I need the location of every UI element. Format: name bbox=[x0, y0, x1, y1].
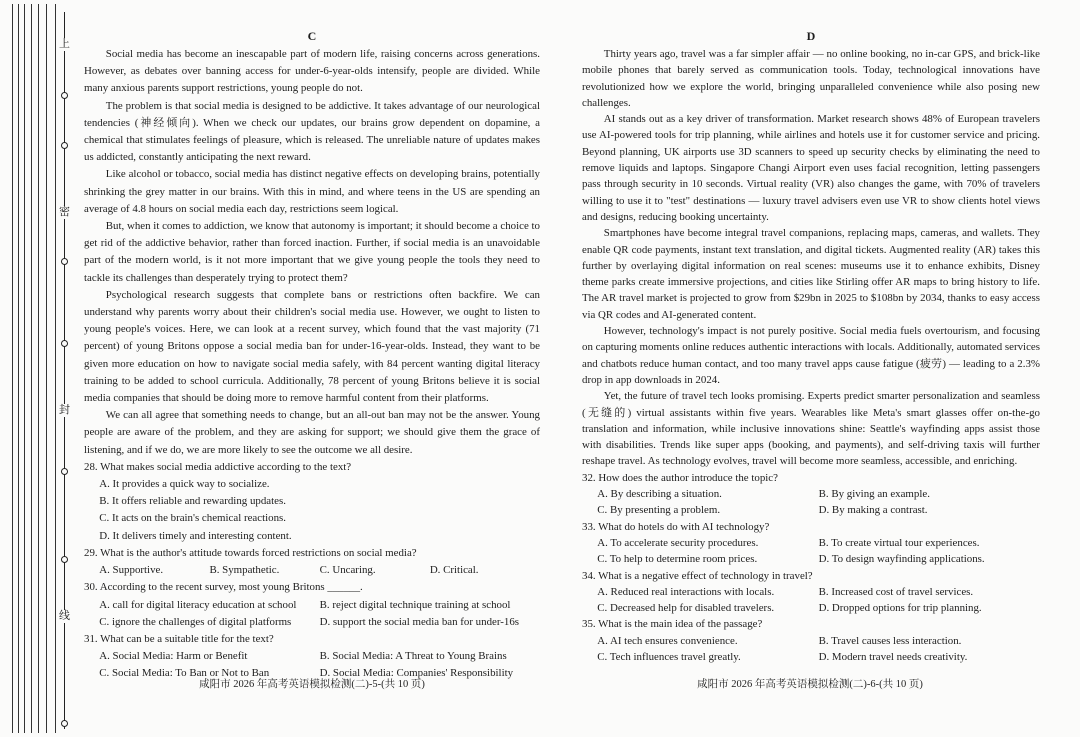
answer-option[interactable]: C. Decreased help for disabled travelers. bbox=[597, 602, 775, 615]
answer-option[interactable]: B. reject digital technique training at school bbox=[319, 598, 511, 611]
margin-line bbox=[31, 4, 32, 733]
paragraph: Yet, the future of travel tech looks promising. Experts predict smarter personalization and seamless (无缝的) virtual assistants within five years. Wearables like Meta's smart glasses offer on-the-go translation and information, while inclusive innovations shine: Seattle's wayfinding apps assist those with disabilities. Trends like super apps (booking, and payments), and self-driving taxis will further reshape travel. As technology evolves, travel will become more seamless, accessible, and enriching. bbox=[582, 390, 1040, 468]
paragraph: Like alcohol or tobacco, social media has distinct negative effects on developing brains, potentially shrinking the grey matter in our brains. With this in mind, and where teens in the US are spending an average of 4.8 hours on social media each day, restrictions seem logical. bbox=[84, 168, 540, 215]
passage-c-column bbox=[84, 28, 540, 683]
answer-option[interactable]: B. Social Media: A Threat to Young Brains bbox=[319, 650, 507, 663]
margin-mark-seal: 密 bbox=[59, 206, 70, 218]
answer-options bbox=[582, 584, 1040, 617]
binding-hole-icon bbox=[61, 468, 68, 475]
answer-option[interactable]: B. Increased cost of travel services. bbox=[818, 585, 974, 598]
section-title-c: C bbox=[307, 29, 317, 43]
binding-hole-icon bbox=[61, 258, 68, 265]
answer-option[interactable]: D. support the social media ban for under-16s bbox=[319, 615, 520, 628]
answer-option[interactable]: B. It offers reliable and rewarding updates. bbox=[99, 495, 286, 508]
answer-option[interactable]: C. Uncaring. bbox=[319, 564, 376, 577]
answer-option[interactable]: B. Travel causes less interaction. bbox=[818, 634, 962, 647]
paragraph: AI stands out as a key driver of transformation. Market research shows 48% of European travelers use AI-powered tools for trip planning, while airlines and hotels use it for customer service and pricing. Beyond planning, UK airports use 3D scanners to speed up security checks by eliminating the need to remove liquids and laptops. Singapore Changi Airport even uses facial recognition, letting passengers pass through security in 10 seconds. Virtual reality (VR) also changes the game, with 70% of travelers willing to use it to "test" destinations — luxury travel advisers even use VR to show clients hotel views and designs, reducing booking uncertainty. bbox=[582, 113, 1040, 223]
margin-line bbox=[55, 4, 56, 733]
margin-line bbox=[18, 4, 19, 733]
paragraph: However, technology's impact is not purely positive. Social media fuels overtourism, and focusing on capturing moments online reduces authentic interactions with locals. Additionally, automated services and chatbots reduce human contact, and too many travel apps cause fatigue (疲劳) — leading to a 2.3% drop in app downloads in 2024. bbox=[582, 325, 1040, 386]
questions-d bbox=[582, 470, 1040, 666]
margin-line bbox=[46, 4, 47, 733]
margin-line bbox=[24, 4, 25, 733]
answer-option[interactable]: A. AI tech ensures convenience. bbox=[597, 634, 738, 647]
binding-hole-icon bbox=[61, 340, 68, 347]
answer-option[interactable]: C. Tech influences travel greatly. bbox=[597, 650, 741, 663]
answer-options bbox=[84, 476, 540, 545]
answer-option[interactable]: B. By giving an example. bbox=[818, 488, 930, 501]
page-footer-5: 咸阳市 2026 年高考英语模拟检测(二)-5-(共 10 页) bbox=[199, 679, 425, 690]
answer-option[interactable]: D. Social Media: Companies' Responsibility bbox=[319, 667, 514, 680]
answer-option[interactable]: C. To help to determine room prices. bbox=[597, 553, 758, 566]
binding-margin bbox=[0, 0, 80, 737]
answer-option[interactable]: D. To design wayfinding applications. bbox=[818, 553, 985, 566]
answer-option[interactable]: D. Critical. bbox=[429, 564, 479, 577]
paragraph: The problem is that social media is designed to be addictive. It takes advantage of our neurological tendencies (神经倾向). When we check our updates, our brains grow dependent on dopamine, a chemical that stimulates feelings of pleasure, which is released. The unreliable nature of updates makes us addicted, constantly anticipating the next reward. bbox=[84, 99, 540, 164]
section-title-d: D bbox=[806, 29, 816, 43]
answer-option[interactable]: A. call for digital literacy education at school bbox=[99, 598, 297, 611]
paragraph: Psychological research suggests that complete bans or restrictions often backfire. We can understand why parents worry about their children's social media use. However, we ought to listen to young people's voices. Here, we can look at a recent survey, which found that the vast majority (71 percent) of young Britons oppose a social media ban for under-16-year-olds. Instead, they want to be given more education on how to navigate social media safely, with 84 percent wanting digital literacy training to be added to school curricula. Additionally, 78 percent of young Britons believe it is social media companies that should be doing more to remove harmful content from their platforms. bbox=[84, 288, 540, 405]
question-stem: 34. What is a negative effect of technology in travel? bbox=[582, 569, 813, 582]
answer-option[interactable]: D. By making a contrast. bbox=[818, 504, 928, 517]
question-stem: 33. What do hotels do with AI technology? bbox=[582, 520, 770, 533]
passage-d-column bbox=[582, 28, 1040, 665]
question-stem: 35. What is the main idea of the passage? bbox=[582, 618, 763, 631]
paragraph: Social media has become an inescapable part of modern life, raising concerns across generations. However, as debates over banning access for under-6-year-olds intensify, people are divided. While many anxious parents support restrictions, young people do not. bbox=[84, 48, 540, 95]
question-stem: 29. What is the author's attitude towards forced restrictions on social media? bbox=[84, 546, 417, 559]
binding-hole-icon bbox=[61, 720, 68, 727]
answer-options bbox=[84, 562, 540, 579]
binding-hole-icon bbox=[61, 142, 68, 149]
binding-hole-icon bbox=[61, 92, 68, 99]
page-footer-6: 咸阳市 2026 年高考英语模拟检测(二)-6-(共 10 页) bbox=[697, 679, 923, 690]
answer-option[interactable]: A. Social Media: Harm or Benefit bbox=[99, 650, 248, 663]
answer-options bbox=[582, 486, 1040, 519]
answer-option[interactable]: D. Dropped options for trip planning. bbox=[818, 602, 982, 615]
margin-line bbox=[12, 4, 13, 733]
answer-option[interactable]: D. It delivers timely and interesting content. bbox=[99, 529, 292, 542]
answer-option[interactable]: B. Sympathetic. bbox=[209, 564, 280, 577]
margin-mark-up: 上 bbox=[59, 38, 70, 50]
paragraph: But, when it comes to addiction, we know that autonomy is important; it should become a choice to get rid of the addictive behavior, rather than forced inaction. Further, if social media is an unavoidable part of the modern world, is it not more important that we give young people the tools they need to tackle its challenges than desperately trying to protect them? bbox=[84, 220, 540, 284]
binding-hole-icon bbox=[61, 556, 68, 563]
question-stem: 30. According to the recent survey, most young Britons ______. bbox=[84, 581, 363, 594]
question-stem: 28. What makes social media addictive according to the text? bbox=[84, 460, 352, 473]
question-stem: 32. How does the author introduce the topic? bbox=[582, 471, 778, 484]
paragraph: We can all agree that something needs to change, but an all-out ban may not be the answer. Young people are aware of the problem, and they are asking for support; we should give them the grace of listening, and if we do, we are more likely to see the outcome we all desire. bbox=[84, 409, 540, 456]
margin-mark-line: 线 bbox=[59, 610, 70, 622]
answer-options bbox=[582, 633, 1040, 666]
answer-option[interactable]: A. By describing a situation. bbox=[597, 488, 722, 501]
passage-d bbox=[582, 46, 1040, 470]
questions-c bbox=[84, 459, 540, 683]
margin-line bbox=[38, 4, 39, 733]
answer-options bbox=[84, 597, 540, 631]
answer-option[interactable]: A. It provides a quick way to socialize. bbox=[99, 478, 270, 491]
question-stem: 31. What can be a suitable title for the text? bbox=[84, 632, 274, 645]
passage-c bbox=[84, 46, 540, 459]
answer-option[interactable]: C. ignore the challenges of digital platforms bbox=[99, 615, 292, 628]
answer-option[interactable]: A. Reduced real interactions with locals. bbox=[597, 585, 775, 598]
answer-option[interactable]: C. It acts on the brain's chemical reactions. bbox=[99, 512, 286, 525]
answer-option[interactable]: C. Social Media: To Ban or Not to Ban bbox=[99, 667, 270, 680]
paragraph: Smartphones have become integral travel companions, replacing maps, cameras, and wallets. They enable QR code payments, instant text translation, and digital tickets. Augmented reality (AR) takes this further by overlaying digital information on real scenes: museums use it to enhance exhibits, Disney theme parks create immersive projections, and cities like Stirling offer AR maps to bring history to life. The AR travel market is projected to grow from $29bn in 2025 to $108bn by 2034, thanks to easy access via QR codes and AI-generated content. bbox=[582, 227, 1040, 321]
answer-option[interactable]: C. By presenting a problem. bbox=[597, 504, 721, 517]
answer-option[interactable]: A. To accelerate security procedures. bbox=[597, 536, 759, 549]
paragraph: Thirty years ago, travel was a far simpler affair — no online booking, no in-car GPS, and brick-like mobile phones that barely served as communication tools. Today, technological innovations have revolutionized how we explore the world, bringing unparalleled convenience while also posing new challenges. bbox=[582, 48, 1040, 109]
answer-options bbox=[582, 535, 1040, 568]
margin-mark-envelope: 封 bbox=[59, 404, 70, 416]
answer-option[interactable]: D. Modern travel needs creativity. bbox=[818, 650, 968, 663]
answer-option[interactable]: B. To create virtual tour experiences. bbox=[818, 536, 980, 549]
answer-option[interactable]: A. Supportive. bbox=[99, 564, 164, 577]
